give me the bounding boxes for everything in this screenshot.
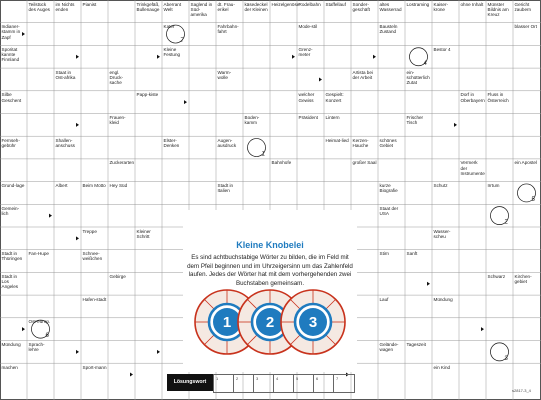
clue-cell: Stadt in Los Angeles — [1, 273, 19, 290]
solution-cell[interactable] — [333, 374, 355, 393]
solution-digit: 3 — [504, 355, 508, 362]
solution-cell-number: 4 — [276, 376, 279, 381]
clue-cell: engl. Druck-sache — [109, 69, 124, 86]
clue-cell: Staffellauf — [325, 1, 346, 7]
solution-cell[interactable] — [313, 374, 334, 393]
clue-cell: Vermerk der Instrumente — [460, 160, 485, 176]
solution-cells — [213, 374, 353, 391]
knobelei-panel — [183, 210, 357, 372]
clue-cell: ein Apostel — [514, 160, 537, 166]
clue-cell: Schwarz — [487, 273, 506, 279]
clue-cell: Gespielt: Konzert — [325, 92, 344, 103]
clue-cell: Sonder-geschäft — [352, 1, 370, 12]
solution-cell-number: 6 — [316, 376, 319, 381]
solution-cell-number: 7 — [336, 376, 339, 381]
clue-cell: Fluss in Österreich — [487, 92, 509, 103]
clue-cell: Fan-Hupe — [28, 251, 49, 257]
clue-cell: Gemein-lich — [1, 205, 20, 217]
clue-cell: Sanft — [406, 251, 418, 257]
clue-cell: Albert — [55, 183, 68, 189]
clue-cell: kurze Biografie — [379, 183, 398, 194]
clue-cell: Hey Süd — [109, 183, 128, 189]
clue-cell: Silbe Geschent — [1, 92, 22, 103]
clue-cell: Augen-ausdruck — [217, 137, 237, 148]
clue-cell: Mündung — [1, 342, 21, 347]
clue-cell: Kerzen-Hauche — [352, 137, 369, 148]
puzzle-code: s2817-3_4 — [512, 388, 531, 393]
clue-cell: Mode-stil — [298, 24, 318, 30]
clue-cell: Mündung — [433, 296, 453, 302]
clue-cell: Staat in Ost-afrika — [55, 69, 76, 80]
clue-cell: schönes Gebiet — [379, 137, 397, 148]
clue-cell: käsedeckel der Kleinen — [244, 1, 268, 12]
solution-cell[interactable] — [293, 374, 314, 393]
clue-cell: Bahnhofe — [271, 160, 292, 166]
clue-cell: Pianist — [82, 1, 97, 7]
clue-cell: Sporitat kannte Finnland — [1, 46, 20, 63]
clue-cell: Fahrbahn-fahrt — [217, 24, 239, 35]
clue-cell: Schutz — [433, 183, 448, 189]
solution-cell-number: 5 — [296, 376, 299, 381]
clue-cell: Bestor 4 — [433, 46, 451, 52]
solution-cell[interactable] — [233, 374, 254, 393]
clue-cell: Trinkgefäß, Bullenauge — [136, 1, 160, 12]
clue-cell: dt. Frau-erikel — [217, 1, 235, 12]
clue-cell: Kaiser-krone — [433, 1, 449, 12]
panel-instructions: Es sind achtbuchstabige Wörter zu bilden, die im Feld mit dem Pfeil beginnen und im Uhrzeigersinn um das Zahlenfeld laufen. Jedes der Wörter hat mit dem vorhergehenden zwei Buchstaben gemeinsam. — [187, 254, 353, 287]
clue-cell: Teilstück des Auges — [28, 1, 50, 12]
clue-cell: großer Saal — [352, 160, 377, 166]
ring-number: 3 — [308, 314, 318, 331]
solution-label: Lösungswort — [167, 374, 213, 391]
clue-cell: blasser Ort — [514, 24, 537, 30]
clue-cell: Sprach-lehre — [28, 342, 45, 353]
clue-cell: Gelände-wagen — [379, 342, 399, 353]
clue-cell: Papp-kiste — [136, 92, 159, 98]
clue-cell: Stadt in Thüringen — [1, 251, 23, 262]
clue-cell: Kirchen-gebiet — [514, 273, 532, 285]
solution-digit: 1 — [261, 151, 265, 158]
clue-cell: Aberrant Welt — [163, 1, 182, 12]
clue-cell: Frischer Tisch — [406, 115, 424, 126]
clue-cell: ohne Inhalt — [460, 1, 484, 7]
clue-cell: Heizelgenöse — [271, 1, 300, 7]
clue-cell: Lintern — [325, 115, 340, 120]
solution-cell[interactable] — [213, 374, 234, 393]
clue-cell: Hafen-stadt — [82, 296, 107, 302]
clue-cell: im Nichts enden — [55, 1, 75, 12]
clue-cell: Grund-lage — [1, 183, 25, 189]
clue-cell: Indianer-stamm in Zapf — [1, 24, 21, 40]
clue-cell: Saglend in Süd-amerika — [190, 1, 213, 18]
clue-cell: ein Kind — [433, 364, 451, 370]
clue-cell: Artista bei der Arbeit — [352, 69, 373, 80]
clue-cell: Bausteln Zustand — [379, 24, 398, 35]
solution-digit: 7 — [180, 38, 184, 45]
clue-cell: Dorf in Oberbayern — [460, 92, 485, 103]
solution-digit: 2 — [504, 219, 508, 226]
clue-cell: Frauen-kleid — [109, 115, 126, 126]
clue-cell: altes Wasserrad — [379, 1, 402, 12]
clue-cell: Kater — [163, 24, 175, 30]
clue-cell: Warm-wolle — [217, 69, 232, 80]
clue-cell: Rodelbahn — [298, 1, 321, 7]
clue-cell: Staat der USA — [379, 205, 399, 217]
clue-cell: Treppe — [82, 228, 97, 234]
clue-cell: Lostraming — [406, 1, 430, 7]
solution-cell-number: 2 — [236, 376, 239, 381]
solution-cell[interactable] — [273, 374, 294, 393]
clue-cell: Kleine Festung — [163, 46, 181, 58]
clue-cell: Elster-Denken — [163, 137, 180, 148]
clue-cell: Grenz-meter — [298, 46, 313, 58]
solution-cell[interactable] — [253, 374, 274, 393]
ring-number: 2 — [265, 314, 275, 331]
solution-digit: 4 — [423, 60, 427, 67]
ring-number: 1 — [222, 314, 232, 331]
clue-cell: Boden-kamm — [244, 115, 260, 126]
clue-cell: Münster Bildnis am Kreuz — [487, 1, 509, 18]
clue-cell: Irrtum — [487, 183, 500, 189]
clue-cell: Beim Motto — [82, 183, 106, 189]
clue-cell: Sport-mann — [82, 364, 107, 370]
clue-cell: Wasser-scheu — [433, 228, 451, 239]
solution-digit: 5 — [531, 196, 535, 203]
clue-cell: Stirn — [379, 251, 389, 257]
clue-cell: Kleiner Schritt — [136, 228, 151, 239]
clue-cell: Gebirge — [109, 273, 126, 279]
clue-cell: Ost-europ. — [28, 319, 51, 325]
clue-cell: ein-schütterlich Zutat — [406, 69, 430, 86]
solution-digit: 6 — [45, 333, 49, 340]
clue-cell: Shallen-anschuss — [55, 137, 75, 148]
clue-cell: Fernseh-gebühr — [1, 137, 20, 148]
number-rings — [183, 210, 357, 372]
clue-cell: Gericht zaubern — [514, 1, 532, 12]
clue-cell: machen — [1, 364, 18, 370]
clue-cell: Schnee-weißchen — [82, 251, 103, 262]
clue-cell: Stadt in Italien — [217, 183, 234, 194]
panel-title: Kleine Knobelei — [236, 240, 304, 250]
solution-cell-number: 3 — [256, 376, 259, 381]
clue-cell: Tageszeit — [406, 342, 426, 347]
solution-cell-number: 1 — [216, 376, 219, 381]
clue-cell: welcher Gewiss — [298, 92, 315, 103]
clue-cell: Präsident — [298, 115, 318, 120]
clue-cell: Lauf — [379, 296, 389, 302]
clue-cell: Heimat-lied — [325, 137, 349, 143]
clue-cell: Zuckerarten — [109, 160, 135, 166]
